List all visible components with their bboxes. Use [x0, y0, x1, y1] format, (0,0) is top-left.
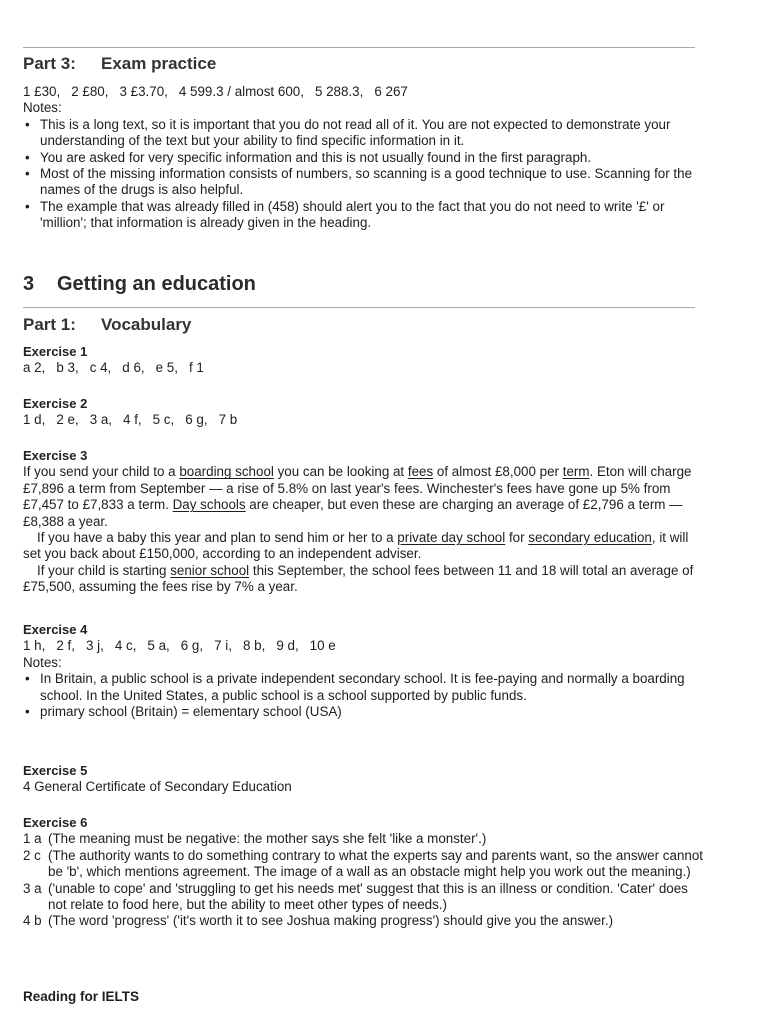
exercise-4-notes	[23, 671, 703, 720]
answer: 6 g,	[185, 412, 208, 428]
answer: 7 b	[218, 412, 238, 428]
exercise-title: Exercise 3	[23, 448, 88, 463]
answer: 3 j,	[85, 638, 104, 654]
answer: a 2,	[23, 360, 46, 376]
part3-notes	[23, 117, 703, 232]
exercise-title: Exercise 5	[23, 763, 88, 778]
top-rule	[23, 47, 695, 48]
exercise-6-item: 4 b (The word 'progress' ('it's worth it to see Joshua making progress') should give you the answer.)	[23, 913, 614, 929]
exercise-3-paragraph-1: If you send your child to a boarding school you can be looking at fees of almost £8,000 per term. Eton will charge £7,896 a term from September — a rise of 5.8% on last year's fees. Winchester's fees have gone up 5% from £7,457 to £7,833 a term. Day schools are cheaper, but even these are charging an average of £2,796 a term — £8,388 a year.	[23, 464, 692, 529]
part3-section	[23, 54, 703, 232]
answer: 7 i,	[214, 638, 232, 654]
exercise-answer: 4 General Certificate of Secondary Education	[23, 779, 292, 795]
answer: 2 e,	[56, 412, 79, 428]
note-item: • Most of the missing information consists of numbers, so scanning is a good technique to use. Scanning for the names of the drugs is also helpful.	[23, 166, 703, 199]
answer: 9 d,	[276, 638, 299, 654]
exercise-6	[23, 815, 703, 930]
exercise-title: Exercise 4	[23, 622, 88, 637]
answer: f 1	[188, 360, 204, 376]
exercise-6-item: 2 c (The authority wants to do something contrary to what the experts say and parents want, so the answer cannot be 'b', which mentions agreement. The image of a wall as an obstacle might help you work out the meaning.)	[23, 847, 704, 880]
answer: 3 a,	[89, 412, 113, 428]
unit-heading: 3 Getting an education	[23, 273, 256, 295]
exercise-6-item: 1 a (The meaning must be negative: the mother says she felt 'like a monster'.)	[23, 831, 487, 847]
exercise-5	[23, 763, 703, 796]
note-item: • The example that was already filled in (458) should alert you to the fact that you do not need to write '£' or 'million'; that information is already given in the heading.	[23, 199, 703, 232]
answer: 4 f,	[123, 412, 142, 428]
answer: d 6,	[122, 360, 145, 376]
exercise-title: Exercise 2	[23, 396, 88, 411]
answer: 10 e	[309, 638, 336, 654]
part3-heading: Part 3: Exam practice	[23, 54, 217, 73]
exercise-2	[23, 396, 703, 429]
exercise-3-paragraph-3: If your child is starting senior school this September, the school fees between 11 and 18 will total an average of £75,500, assuming the fees rise by 7% a year.	[23, 562, 694, 595]
answer: 6 267	[374, 84, 408, 99]
answer: e 5,	[155, 360, 178, 376]
note-item: • This is a long text, so it is important that you do not read all of it. You are not expected to demonstrate your understanding of the text but your ability to find specific information in it.	[23, 117, 703, 150]
exercise-title: Exercise 6	[23, 815, 88, 830]
note-item: • In Britain, a public school is a private independent secondary school. It is fee-paying and normally a boarding school. In the United States, a public school is a school supported by public funds.	[23, 671, 703, 704]
page-footer: Reading for IELTS	[23, 989, 140, 1004]
answer: 4 c,	[114, 638, 137, 654]
answer: 2 f,	[56, 638, 75, 654]
exercise-answers	[23, 638, 703, 654]
answer: 3 £3.70,	[119, 84, 168, 99]
vocab-term: boarding school	[179, 464, 274, 480]
notes-label: Notes:	[23, 654, 62, 670]
exercise-answers	[23, 360, 703, 376]
vocab-term: term	[562, 464, 590, 480]
vocab-term: Day schools	[172, 497, 246, 513]
answer: b 3,	[56, 360, 79, 376]
answer: 2 £80,	[71, 84, 109, 99]
vocab-term: private day school	[397, 530, 506, 546]
note-item: • You are asked for very specific information and this is not usually found in the first paragraph.	[23, 150, 703, 166]
answer: 5 c,	[152, 412, 175, 428]
answer: c 4,	[89, 360, 112, 376]
answer: 1 d,	[23, 412, 46, 428]
part3-answers	[23, 84, 703, 100]
answer: 1 £30,	[23, 84, 61, 99]
answer: 6 g,	[180, 638, 204, 654]
answer: 4 599.3 / almost 600,	[178, 84, 304, 99]
answer: 5 288.3,	[314, 84, 364, 99]
part1-heading: Part 1: Vocabulary	[23, 315, 192, 334]
vocab-term: secondary education	[528, 530, 652, 546]
vocab-term: fees	[407, 464, 434, 480]
exercise-3-paragraph-2: If you have a baby this year and plan to send him or her to a private day school for secondary education, it will set you back about £150,000, according to an independent adviser.	[23, 530, 689, 562]
exercise-1	[23, 344, 703, 377]
note-item: • primary school (Britain) = elementary school (USA)	[23, 704, 703, 720]
exercise-6-item: 3 a ('unable to cope' and 'struggling to get his needs met' suggest that this is an illness or condition. 'Cater' does not relate to food here, but the ability to meet other types of needs.)	[23, 880, 688, 913]
unit-section	[23, 272, 703, 296]
answer: 1 h,	[23, 638, 46, 654]
vocab-term: senior school	[170, 562, 250, 578]
part1-section	[23, 315, 703, 335]
notes-label: Notes:	[23, 100, 62, 116]
exercise-title: Exercise 1	[23, 344, 88, 359]
exercise-answers	[23, 412, 703, 428]
answer: 8 b,	[242, 638, 266, 654]
exercise-3	[23, 448, 703, 596]
unit-rule	[23, 307, 695, 308]
answer: 5 a,	[147, 638, 170, 654]
exercise-4	[23, 622, 703, 720]
